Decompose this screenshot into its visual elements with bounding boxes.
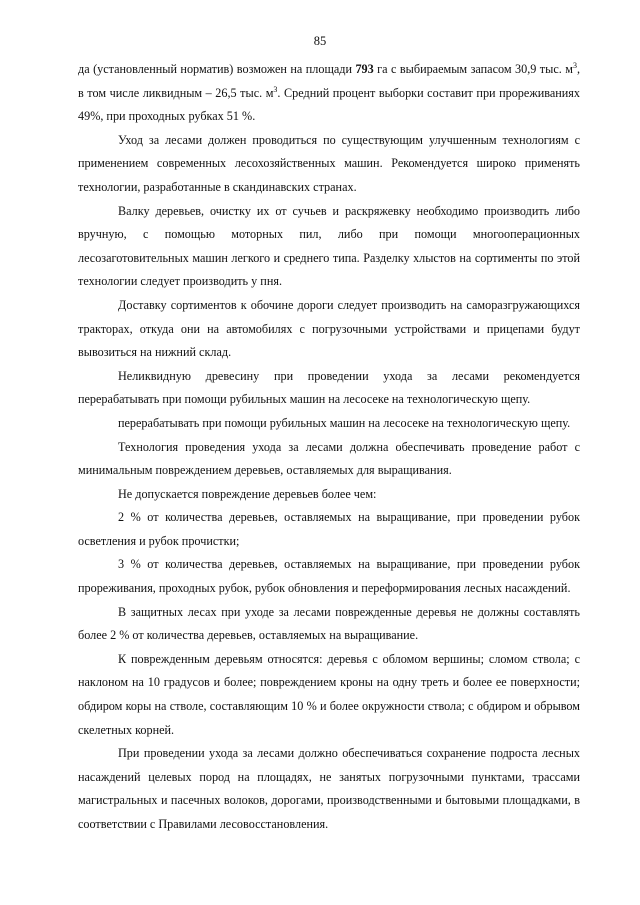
page-number: 85	[313, 34, 327, 48]
paragraph: Неликвидную древесину при проведении ухода за лесами рекомендуется перерабатывать при помощи рубильных машин на лесосеке на технологическую щепу.	[78, 368, 580, 407]
paragraph: К поврежденным деревьям относятся: деревья с обломом вершины; сломом ствола; с наклоном на 10 градусов и более; повреждением кроны на одну треть и более ее поверхности; обдиром коры на стволе, составляющим 10 % и более окружности ствола; с обдиром и обрывом скелетных корней.	[78, 651, 580, 737]
document-body	[78, 58, 580, 837]
paragraph: При проведении ухода за лесами должно обеспечиваться сохранение подроста лесных насаждений целевых пород на площадях, не занятых погрузочными пунктами, трассами магистральных и пасечных волоков, дорогами, производственными и бытовыми площадками, в соответствии с Правилами лесовосстановления.	[78, 746, 580, 831]
paragraph-continuation: да (установленный норматив) возможен на площади 793 га с выбираемым запасом 30,9 тыс. $м^3$, в том числе ликвидным – 26,5 тыс. $м^3$. Средний процент выборки составит при прореживаниях 49%, при проходных рубках 51 %.	[78, 60, 581, 124]
area-value: 793	[355, 62, 374, 76]
paragraph: Доставку сортиментов к обочине дороги следует производить на саморазгружающихся тракторах, откуда они на автомобилях с погрузочными устройствами и прицепами будут вывозиться на нижний склад.	[78, 297, 580, 360]
paragraph: Не допускается повреждение деревьев более чем:	[118, 486, 377, 501]
paragraph: Валку деревьев, очистку их от сучьев и раскряжевку необходимо производить либо вручную, с помощью моторных пил, либо при помощи многооперационных лесозаготовительных машин легкого и среднего типа. Разделку хлыстов на сортименты по этой технологии следует производить у пня.	[78, 203, 580, 289]
paragraph: Уход за лесами должен проводиться по существующим улучшенным технологиям с применением современных лесохозяйственных машин. Рекомендуется широко применять технологии, разработанные в скандинавских странах.	[78, 132, 580, 194]
paragraph: В защитных лесах при уходе за лесами поврежденные деревья не должны составлять более 2 % от количества деревьев, оставляемых на выращивание.	[78, 604, 580, 643]
list-item: 2 % от количества деревьев, оставляемых на выращивание, при проведении рубок осветления и рубок прочистки;	[78, 510, 580, 548]
list-item: 3 % от количества деревьев, оставляемых на выращивание, при проведении рубок прореживания, проходных рубок, рубок обновления и переформирования лесных насаждений.	[78, 557, 580, 596]
paragraph: перерабатывать при помощи рубильных машин на лесосеке на технологическую щепу.	[118, 415, 571, 430]
paragraph: Технология проведения ухода за лесами должна обеспечивать проведение работ с минимальным повреждением деревьев, оставляемых для выращивания.	[78, 439, 580, 478]
